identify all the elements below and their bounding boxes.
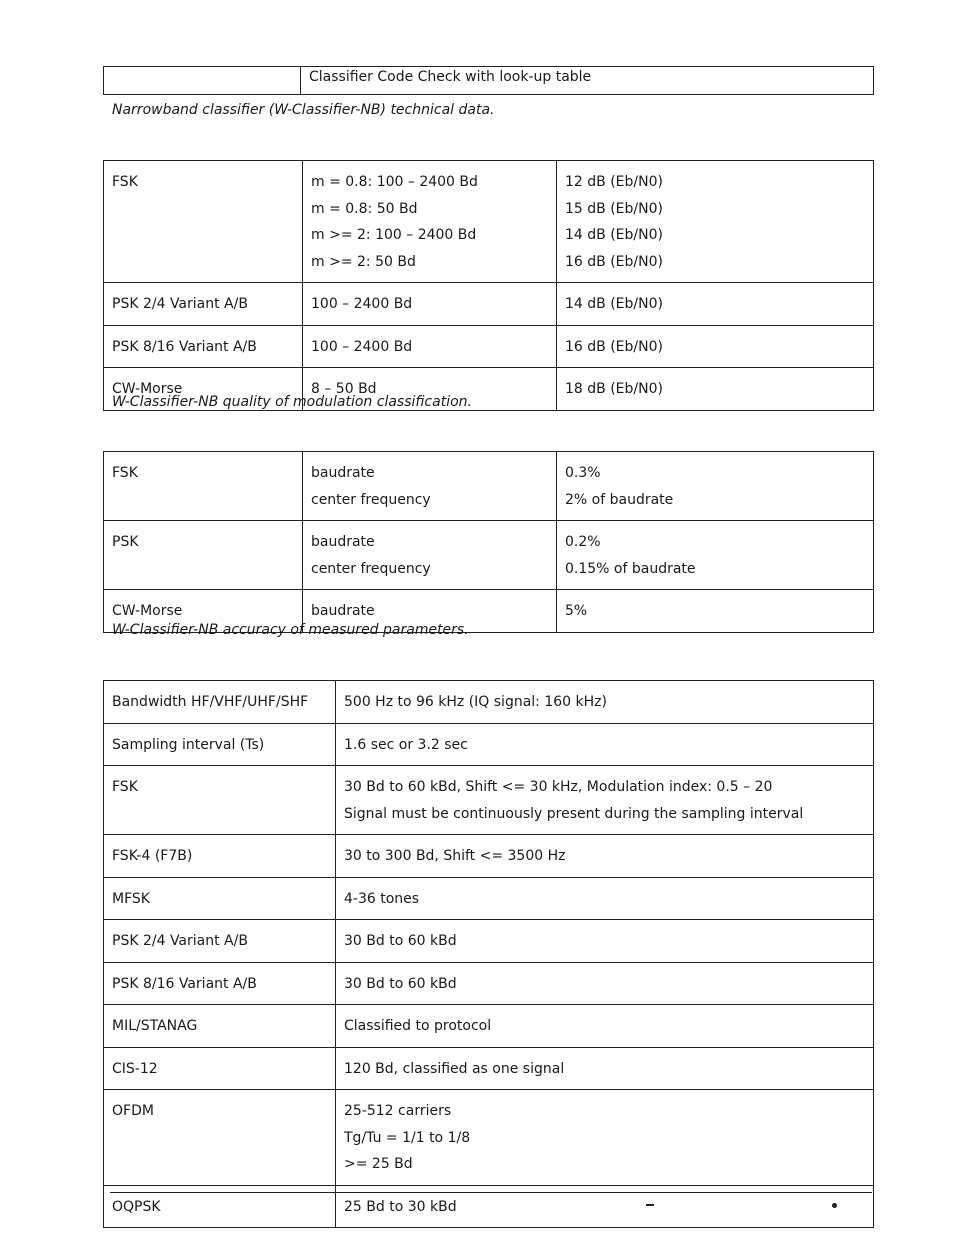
table-cell — [336, 920, 874, 963]
cell-line: Signal must be continuously present during the sampling interval — [344, 805, 804, 822]
table-row — [104, 766, 874, 835]
cell-line: PSK 8/16 Variant A/B — [112, 338, 257, 355]
cell-line: Bandwidth HF/VHF/UHF/SHF — [112, 694, 309, 710]
table-cell — [104, 325, 303, 368]
table-cell — [303, 521, 557, 590]
cell-line: center frequency — [311, 491, 431, 508]
cell-line: OQPSK — [112, 1198, 161, 1215]
table-cell — [557, 283, 874, 326]
table-cell — [104, 67, 301, 95]
cell-line: MIL/STANAG — [112, 1018, 198, 1034]
table-row — [104, 283, 874, 326]
table-row — [104, 920, 874, 963]
table-cell — [336, 962, 874, 1005]
cell-line: 30 Bd to 60 kBd — [344, 933, 457, 949]
measured-parameters-table — [103, 451, 874, 633]
table-row — [104, 521, 874, 590]
table-cell — [336, 1090, 874, 1186]
cell-line: center frequency — [311, 560, 431, 577]
modulation-quality-table — [103, 160, 874, 411]
cell-line: 30 to 300 Bd, Shift <= 3500 Hz — [344, 848, 566, 864]
table-cell: Classifier Code Check with look-up table — [301, 67, 874, 95]
cell-line: 5% — [565, 603, 588, 619]
cell-line: 8 – 50 Bd — [311, 381, 377, 397]
table-caption: W-Classifier-NB accuracy of measured parameters. — [112, 622, 469, 638]
table-cell — [104, 521, 303, 590]
table-cell — [336, 723, 874, 766]
cell-line: CW-Morse — [112, 603, 183, 619]
cell-line: m >= 2: 100 – 2400 Bd — [311, 227, 477, 243]
cell-line: 16 dB (Eb/N0) — [565, 338, 663, 355]
cell-line: 4-36 tones — [344, 890, 420, 907]
table-cell — [557, 325, 874, 368]
footer-dash-mark — [646, 1204, 654, 1206]
table-row — [104, 877, 874, 920]
table-row — [104, 723, 874, 766]
table-cell — [104, 723, 336, 766]
cell-line: PSK 8/16 Variant A/B — [112, 975, 257, 992]
table-row — [104, 962, 874, 1005]
table-cell — [303, 452, 557, 521]
cell-line: 16 dB (Eb/N0) — [565, 253, 663, 270]
cell-line: CW-Morse — [112, 381, 183, 397]
table-caption: Narrowband classifier (W-Classifier-NB) technical data. — [112, 102, 495, 118]
table-cell — [104, 452, 303, 521]
table-row — [104, 325, 874, 368]
table-row — [104, 1047, 874, 1090]
table-row — [104, 67, 874, 95]
cell-line: Tg/Tu = 1/1 to 1/8 — [344, 1129, 471, 1146]
cell-line: m = 0.8: 100 – 2400 Bd — [311, 174, 478, 190]
cell-line: FSK — [112, 174, 138, 190]
cell-line: 30 Bd to 60 kBd — [344, 975, 457, 992]
cell-line: >= 25 Bd — [344, 1156, 413, 1172]
footer-bullet-mark — [832, 1203, 837, 1208]
cell-line: PSK — [112, 534, 139, 550]
cell-line: 120 Bd, classified as one signal — [344, 1060, 565, 1077]
cell-line: PSK 2/4 Variant A/B — [112, 296, 248, 312]
cell-line: 25 Bd to 30 kBd — [344, 1198, 457, 1215]
table-cell — [104, 766, 336, 835]
cell-line: baudrate — [311, 465, 375, 481]
cell-line: 0.2% — [565, 534, 601, 550]
table-cell — [104, 1005, 336, 1048]
table-cell — [104, 835, 336, 878]
table-cell — [336, 1005, 874, 1048]
code-check-table — [103, 66, 874, 95]
table-row — [104, 681, 874, 724]
cell-line: FSK-4 (F7B) — [112, 848, 193, 864]
table-cell — [104, 962, 336, 1005]
cell-line: 14 dB (Eb/N0) — [565, 296, 663, 312]
cell-line: 18 dB (Eb/N0) — [565, 381, 663, 397]
cell-line: Sampling interval (Ts) — [112, 736, 265, 753]
table-cell — [104, 681, 336, 724]
table-cell — [336, 766, 874, 835]
table-cell — [336, 877, 874, 920]
signal-parameters-table — [103, 680, 874, 1228]
table-cell — [557, 452, 874, 521]
table-cell — [303, 325, 557, 368]
table-cell — [104, 1047, 336, 1090]
cell-line: 14 dB (Eb/N0) — [565, 227, 663, 243]
cell-line: 1.6 sec or 3.2 sec — [344, 736, 468, 753]
cell-line: 100 – 2400 Bd — [311, 296, 413, 312]
table-cell — [104, 1090, 336, 1186]
cell-line: CIS-12 — [112, 1060, 158, 1077]
cell-line: FSK — [112, 465, 138, 481]
table-row — [104, 1090, 874, 1186]
cell-line: 2% of baudrate — [565, 491, 674, 508]
table-cell — [104, 161, 303, 283]
cell-line: 0.3% — [565, 465, 601, 481]
table-row — [104, 1005, 874, 1048]
cell-line: m = 0.8: 50 Bd — [311, 200, 418, 217]
table-cell — [303, 283, 557, 326]
table-cell — [104, 920, 336, 963]
cell-line: FSK — [112, 779, 138, 795]
table-cell — [557, 521, 874, 590]
table-cell — [336, 681, 874, 724]
cell-line: 15 dB (Eb/N0) — [565, 200, 663, 217]
table-cell — [557, 590, 874, 633]
table-cell — [336, 835, 874, 878]
cell-line: OFDM — [112, 1103, 154, 1119]
table-cell — [104, 877, 336, 920]
table-row — [104, 835, 874, 878]
table-cell — [303, 161, 557, 283]
table-row — [104, 452, 874, 521]
cell-line: Classified to protocol — [344, 1018, 492, 1034]
footer-divider — [110, 1192, 872, 1193]
table-cell — [557, 368, 874, 411]
cell-line: 12 dB (Eb/N0) — [565, 174, 663, 190]
cell-line: m >= 2: 50 Bd — [311, 253, 416, 270]
cell-line: 30 Bd to 60 kBd, Shift <= 30 kHz, Modulation index: 0.5 – 20 — [344, 779, 773, 795]
table-cell — [557, 161, 874, 283]
table-row — [104, 161, 874, 283]
table-cell — [104, 283, 303, 326]
cell-line: PSK 2/4 Variant A/B — [112, 933, 248, 949]
cell-line: 100 – 2400 Bd — [311, 338, 413, 355]
cell-line: 0.15% of baudrate — [565, 560, 696, 577]
cell-line: 500 Hz to 96 kHz (IQ signal: 160 kHz) — [344, 694, 607, 710]
table-cell — [336, 1047, 874, 1090]
cell-line: baudrate — [311, 603, 375, 619]
cell-line: baudrate — [311, 534, 375, 550]
cell-line: MFSK — [112, 890, 150, 907]
table-caption: W-Classifier-NB quality of modulation classification. — [112, 394, 472, 410]
cell-line: 25-512 carriers — [344, 1103, 452, 1119]
